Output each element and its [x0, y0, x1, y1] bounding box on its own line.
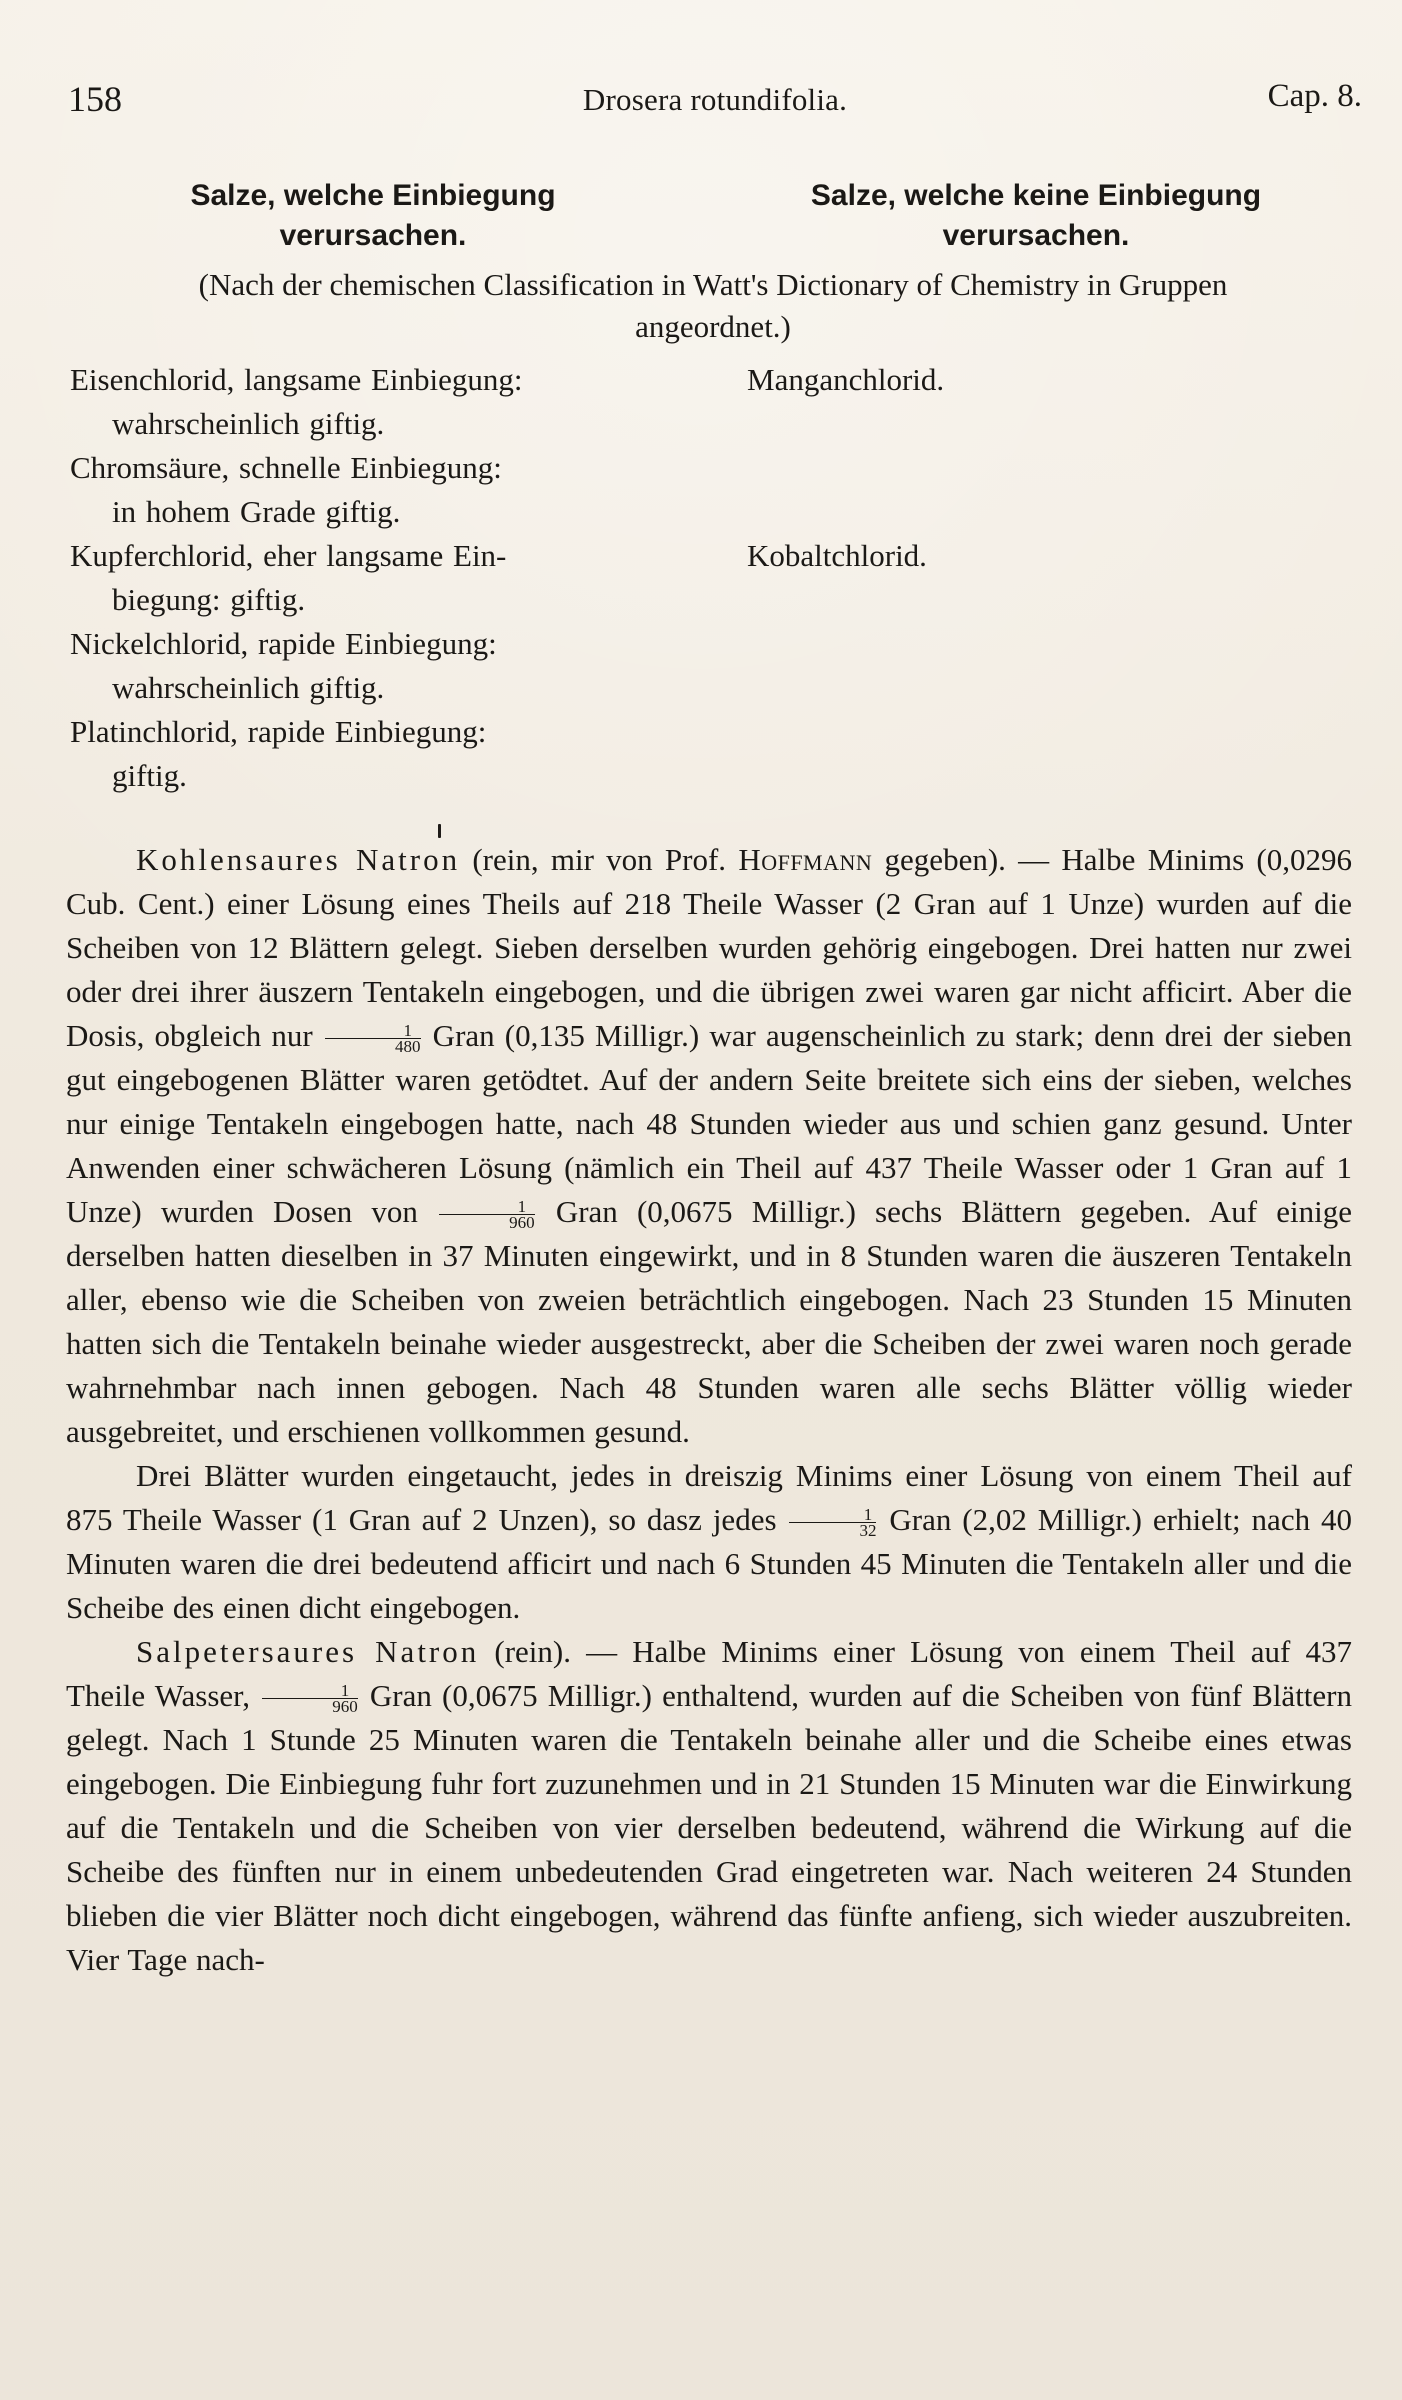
paragraph-text: Gran (2,02 Milligr.) erhielt; nach 40 Minuten waren die drei bedeutend afficirt und nach 6 Stunden 45 Minuten die Tentakeln aller und die Scheibe des einen dicht eingebogen.	[66, 1502, 1352, 1625]
salt-line: wahrscheinlich giftig.	[112, 406, 385, 441]
fraction	[262, 1680, 358, 1716]
paragraph-head: Salpetersaures Natron	[136, 1634, 480, 1669]
paragraph-immersion	[66, 1454, 1352, 1630]
salt-line: Nickelchlorid, rapide Einbiegung:	[70, 626, 497, 661]
paragraph-sodium-nitrate	[66, 1630, 1352, 1982]
paragraph-head: Kohlensaures Natron	[136, 842, 461, 877]
salt-line: Eisenchlorid, langsame Einbiegung:	[70, 362, 523, 397]
salt-row	[70, 622, 1338, 710]
paragraph-text: Gran (0,0675 Milligr.) enthaltend, wurden auf die Scheiben von fünf Blättern gelegt. Nach 1 Stunde 25 Minuten waren die Tentakeln beinahe aller und die Scheibe eines etwas eingebogen. Die Einbiegung fuhr fort zuzunehmen und in 21 Stunden 15 Minuten war die Einwirkung auf die Tentakeln und die Scheiben von vier derselben bedeutend, während die Wirkung auf die Scheibe des fünften nur in einem unbedeutenden Grad eingetreten war. Nach weiteren 24 Stunden blieben die vier Blätter noch dicht eingebogen, während das fünfte anfieng, sich wieder auszubreiten. Vier Tage nach-	[66, 1678, 1352, 1977]
header-line: verursachen.	[942, 219, 1130, 252]
salt-right-entry: Manganchlorid.	[747, 362, 945, 397]
salt-line: wahrscheinlich giftig.	[112, 670, 385, 705]
salt-left-entry	[70, 622, 680, 710]
paragraph-text: gegeben). — Halbe Minims (0,0296 Cub. Cent.) einer Lösung eines Theils auf 218 Theile Wasser (2 Gran auf 1 Unze) wurden auf die Scheiben von 12 Blättern gelegt. Sieben derselben wurden gehörig eingebogen. Drei hatten nur zwei oder drei ihrer äuszern Tentakeln eingebogen, und die übrigen zwei waren gar nicht afficirt. Aber die Dosis, obgleich nur	[66, 842, 1352, 1053]
fraction-numerator: 1	[439, 1199, 535, 1215]
salts-table-header	[0, 176, 1402, 256]
salt-line: Platinchlorid, rapide Einbiegung:	[70, 714, 487, 749]
fraction	[789, 1504, 877, 1540]
page-number: 158	[68, 79, 122, 119]
running-head	[68, 78, 1362, 132]
salt-row	[70, 534, 1338, 622]
main-text	[66, 838, 1352, 1982]
inflection-salts-heading	[138, 176, 608, 256]
salt-row	[70, 710, 1338, 798]
fraction-denominator: 960	[509, 1212, 535, 1232]
paragraph-text: Gran (0,0675 Milligr.) sechs Blättern gegeben. Auf einige derselben hatten dieselben in 37 Minuten eingewirkt, und in 8 Stunden waren die äuszeren Tentakeln aller, ebenso wie die Scheiben von zweien beträchtlich eingebogen. Nach 23 Stunden 15 Minuten hatten sich die Tentakeln beinahe wieder ausgestreckt, aber die Scheiben der zwei waren noch gerade wahrnehmbar nach innen gebogen. Nach 48 Stunden waren alle sechs Blätter völlig wieder ausgebreitet, und erschienen vollkommen gesund.	[66, 1194, 1352, 1449]
fraction-denominator: 480	[394, 1036, 421, 1056]
salt-line: biegung: giftig.	[112, 582, 306, 617]
paragraph-text: Gran (0,135 Milligr.) war augenscheinlich zu stark; denn drei der sieben gut eingebogenen Blätter waren getödtet. Auf der andern Seite breitete sich eins der sieben, welches nur einige Tentakeln eingebogen hatte, nach 48 Stunden wieder aus und schien ganz gesund. Unter Anwenden einer schwächeren Lösung (nämlich ein Theil auf 437 Theile Wasser oder 1 Gran auf 1 Unze) wurden Dosen von	[66, 1018, 1353, 1229]
salt-line: giftig.	[112, 758, 187, 793]
paragraph-text: (rein). — Halbe Minims einer Lösung von einem Theil auf 437 Theile Wasser,	[66, 1634, 1353, 1713]
salt-line: Kupferchlorid, eher langsame Ein-	[70, 538, 507, 573]
header-line: Salze, welche keine Einbiegung	[810, 179, 1262, 212]
fraction-numerator: 1	[789, 1507, 876, 1523]
paragraph-text: Drei Blätter wurden eingetaucht, jedes in dreiszig Minims einer Lösung von einem Theil auf 875 Theile Wasser (1 Gran auf 2 Unzen), so dasz jedes	[66, 1458, 1352, 1537]
salt-row	[70, 358, 1338, 446]
salt-line: in hohem Grade giftig.	[112, 494, 401, 529]
print-mark	[438, 824, 441, 838]
salt-row	[70, 446, 1338, 534]
header-line: Salze, welche Einbiegung	[190, 179, 556, 212]
header-line: verursachen.	[279, 219, 467, 252]
paragraph-sodium-carbonate	[66, 838, 1352, 1454]
salt-left-entry	[70, 534, 680, 622]
fraction	[325, 1020, 421, 1056]
salt-right-entry: Kobaltchlorid.	[747, 538, 927, 573]
salt-left-entry	[70, 446, 680, 534]
fraction	[439, 1196, 535, 1232]
no-inflection-salts-heading	[770, 176, 1302, 256]
salt-left-entry	[70, 358, 680, 446]
fraction-denominator: 960	[332, 1696, 358, 1716]
salt-left-entry	[70, 710, 680, 798]
running-title: Drosera rotundifolia.	[582, 82, 848, 117]
author-name: Hoffmann	[738, 842, 873, 877]
fraction-denominator: 32	[859, 1520, 877, 1540]
chapter-label: Cap. 8.	[1267, 78, 1362, 114]
salt-line: Chromsäure, schnelle Einbiegung:	[70, 450, 502, 485]
classification-note: (Nach der chemischen Classification in Watt's Dictionary of Chemistry in Gruppen angeordnet.)	[198, 267, 1228, 344]
salts-table	[70, 358, 1338, 828]
fraction-numerator: 1	[325, 1023, 421, 1039]
fraction-numerator: 1	[262, 1683, 358, 1699]
paragraph-text: (rein, mir von Prof.	[460, 842, 739, 877]
